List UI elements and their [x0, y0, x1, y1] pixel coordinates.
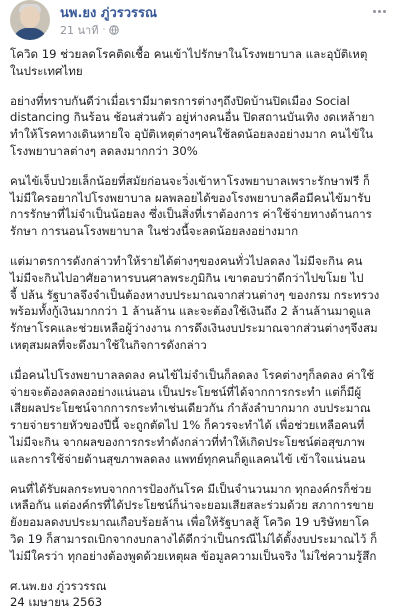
post-text-line: การรักษาที่ไม่จำเป็นน้อยลง ซึ่งเป็นสิ่งที่เราต้องการ ค่าใช้จ่ายทางด้านการ: [10, 207, 372, 222]
signature-date: 24 เมษายน 2563: [10, 595, 103, 610]
post-text-line: ทำให้โรคทางเดินหายใจ อุบัติเหตุต่างๆคนใช้ลดน้อยลงอย่างมาก คนไข้ใน: [10, 127, 373, 142]
globe-icon[interactable]: [109, 25, 119, 35]
post-paragraph: [10, 173, 391, 240]
post-text-line: รายจ่ายรายหัวของปีนี้ จะถูกตัดไป 1% ก็ควรจะทำได้ เพื่อช่วยเหลือคนที่: [10, 418, 365, 433]
post-paragraph: [10, 93, 391, 160]
more-options-icon[interactable]: [373, 6, 391, 16]
post-signature: [10, 578, 391, 611]
post-body: [10, 46, 391, 611]
post-text-line: วิด 19 ก็สามารถเบิกจากงบกลางได้ดีกว่าเป็นกรณีไม่ได้ตั้งงบประมาณไว้ ก็: [10, 531, 378, 546]
post-text-line: ยังยอมลดงบประมาณเกือบร้อยล้าน เพื่อให้รัฐบาลสู้ โควิด 19 บริษัทยาโค: [10, 515, 370, 530]
post-text-line: จี้ ปล้น รัฐบาลจึงจำเป็นต้องหางบประมาณจากส่วนต่างๆ ของกรม กระทรวง: [10, 287, 380, 302]
post-text-line: โควิด 19 ช่วยลดโรคติดเชื้อ คนเข้าไปรักษาในโรงพยาบาล และอุบัติเหตุ: [10, 47, 368, 61]
post-text-line: อย่างที่ทราบกันดีว่าเมื่อเรามีมาตรการต่างๆถึงปิดบ้านปิดเมือง Social: [10, 93, 350, 108]
post-text-line: ไม่มีจะกิน จากผลของการกระทำดังกล่าวที่ทำให้เกิดประโยชน์ต่อสุขภาพ: [10, 434, 365, 449]
post-text-line: เสียผลประโยชน์จากการกระทำเช่นเดียวกัน กำลังลำบากมาก งบประมาณ: [10, 401, 371, 416]
post-text-line: ไม่มีใครอยากไปโรงพยาบาล ผลพลอยได้ของโรงพยาบาลคือมีคนไข้มารับ: [10, 190, 371, 205]
post-paragraph: [10, 253, 391, 354]
signature-name: ศ.นพ.ยง ภู่วรวรรณ: [10, 578, 107, 593]
avatar-shirt: [13, 28, 47, 40]
post-text-line: รักษา การนอนโรงพยาบาล ในช่วงนี้จะลดน้อยลงอย่างมาก: [10, 224, 299, 239]
meta-separator: ·: [102, 25, 106, 35]
post-text-line: distancing กินร้อน ช้อนส่วนตัว อยู่ห่างคนอื่น ปิดสถานบันเทิง งดเหล้ายา: [10, 110, 375, 125]
post-text-line: คนที่ได้รับผลกระทบจากการป้องกันโรค มีเป็นจำนวนมาก ทุกองค์กรก็ช่วย: [10, 481, 372, 496]
avatar-face: [20, 6, 40, 28]
author-name[interactable]: นพ.ยง ภู่วรวรรณ: [60, 6, 158, 21]
post-text-line: เหตุสมผลที่จะดึงมาใช้ในกิจการดังกล่าว: [10, 337, 207, 352]
post-text-line: คนไข้เจ็บป่วยเล็กน้อยที่สมัยก่อนจะวิ่งเข้าหาโรงพยาบาลเพราะรักษาฟรี ก็: [10, 173, 370, 188]
avatar[interactable]: [10, 0, 50, 40]
post-paragraph: [10, 481, 391, 565]
post-text-line: ไม่มีจะกินไปอาศัยอาหารบนศาลพระภูมิกิน เขาตอบว่าดีกว่าไปขโมย ไป: [10, 270, 364, 285]
post-text-line: เมื่อคนไปโรงพยาบาลลดลง คนไข้ไม่จำเป็นก็ลดลง โรคต่างๆก็ลดลง ค่าใช้: [10, 367, 375, 382]
post-text-line: ในประเทศไทย: [10, 63, 83, 78]
post-text-line: รักษาโรคและช่วยเหลือผู้ว่างงาน การดึงเงินงบประมาณจากส่วนต่างๆจึงสม: [10, 321, 378, 336]
post-text-line: จ่ายจะต้องลดลงอย่างแน่นอน เป็นประโยชน์ที่ได้จากการกระทำ แต่ก็มีผู้: [10, 384, 362, 399]
post-header: [10, 0, 391, 40]
post-text-line: และการใช้จ่ายด้านสุขภาพลดลง แพทย์ทุกคนก็ดูแลคนไข้ เข้าใจแน่นอน: [10, 451, 366, 466]
post-text-line: พร้อมทั้งกู้เงินมากกว่า 1 ล้านล้าน และจะต้องใช้เงินถึง 2 ล้านล้านมาดูแล: [10, 304, 371, 319]
post-paragraph: [10, 46, 391, 80]
post-paragraph: [10, 367, 391, 468]
post-text-line: เหลือกัน แต่องค์กรที่ได้ประโยชน์ก็น่าจะยอมเสียสละร่วมด้วย สภาการขาย: [10, 498, 374, 513]
post-text-line: ไม่มีใครว่า ทุกอย่างต้องพูดด้วยเหตุผล ข้อมูลความเป็นจริง ไม่ใช่ความรู้สึก: [10, 548, 377, 563]
post-timestamp[interactable]: 21 นาที: [60, 24, 99, 37]
post-meta: [60, 21, 119, 39]
post-text-line: โรงพยาบาลต่างๆ ลดลงมากกว่า 30%: [10, 143, 198, 158]
post-text-line: แต่มาตรการดังกล่าวทำให้รายได้ต่างๆของคนทั่วไปลดลง ไม่มีจะกิน คน: [10, 253, 363, 268]
